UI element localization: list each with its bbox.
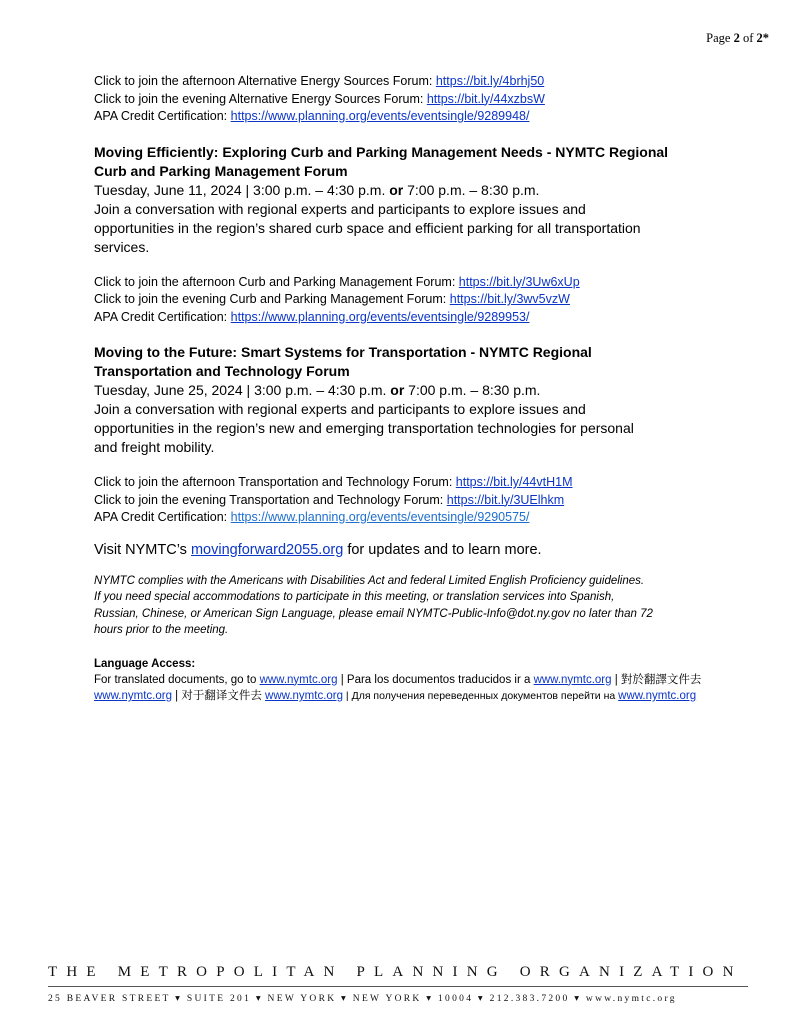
intro-links	[94, 73, 774, 126]
event-link-line: Click to join the afternoon Curb and Parking Management Forum: https://bit.ly/3Uw6xUp	[94, 274, 580, 289]
ada-notice-line: NYMTC complies with the Americans with Disabilities Act and federal Limited English Proficiency guidelines.	[94, 574, 645, 587]
event-link-line: APA Credit Certification: https://www.planning.org/events/eventsingle/9289953/	[94, 309, 530, 324]
language-access-line: www.nymtc.org | 对于翻译文件去 www.nymtc.org | Для получения переведенных документов перейти на www.nymtc.org	[94, 690, 697, 702]
event-description: Join a conversation with regional experts and participants to explore issues and	[94, 200, 586, 217]
page-number: Page 2 of 2*	[706, 31, 769, 45]
event-title: Moving Efficiently: Exploring Curb and Parking Management Needs - NYMTC Regional	[94, 143, 669, 160]
afternoon-curb-forum-link[interactable]: https://bit.ly/3Uw6xUp	[458, 274, 580, 289]
event-title: Moving to the Future: Smart Systems for Transportation - NYMTC Regional	[94, 344, 592, 360]
footer-organization-title: THE METROPOLITAN PLANNING ORGANIZATION	[48, 964, 743, 980]
document-body	[94, 73, 774, 705]
nymtc-link[interactable]: www.nymtc.org	[259, 673, 338, 686]
event-description: and freight mobility.	[94, 439, 215, 455]
event-title: Transportation and Technology Forum	[94, 363, 350, 379]
ada-notice-line: hours prior to the meeting.	[94, 624, 229, 636]
afternoon-tech-forum-link[interactable]: https://bit.ly/44vtH1M	[455, 475, 573, 489]
event-description: Join a conversation with regional experts and participants to explore issues and	[94, 401, 586, 417]
ada-notice-line: Russian, Chinese, or American Sign Language, please email NYMTC-Public-Info@dot.ny.gov no later than 72	[94, 607, 653, 620]
event-curb-parking	[94, 143, 774, 327]
movingforward-link[interactable]: movingforward2055.org	[190, 541, 344, 558]
intro-link-line: APA Credit Certification: https://www.planning.org/events/eventsingle/9289948/	[94, 109, 530, 123]
footer-address: 25 BEAVER STREET ▾ SUITE 201 ▾ NEW YORK ▾ NEW YORK ▾ 10004 ▾ 212.383.7200 ▾ www.nymtc.org	[48, 994, 677, 1004]
event-link-line: Click to join the afternoon Transportation and Technology Forum: https://bit.ly/44vtH1M	[94, 475, 573, 489]
event-date: Tuesday, June 25, 2024 | 3:00 p.m. – 4:30 p.m. or 7:00 p.m. – 8:30 p.m.	[94, 382, 541, 398]
nymtc-link[interactable]: www.nymtc.org	[265, 690, 344, 702]
event-link-line: APA Credit Certification: https://www.planning.org/events/eventsingle/9290575/	[94, 510, 530, 524]
event-description: opportunities in the region’s new and emerging transportation technologies for personal	[94, 420, 634, 436]
visit-line: Visit NYMTC’s movingforward2055.org for updates and to learn more.	[94, 541, 542, 558]
event-link-line: Click to join the evening Transportation and Technology Forum: https://bit.ly/3UElhkm	[94, 492, 565, 507]
ada-notice	[94, 573, 774, 639]
intro-link-line: Click to join the evening Alternative Energy Sources Forum: https://bit.ly/44xzbsW	[94, 91, 545, 106]
evening-curb-forum-link[interactable]: https://bit.ly/3wv5vzW	[449, 292, 570, 306]
event-description: services.	[94, 238, 150, 255]
event-title: Curb and Parking Management Forum	[94, 162, 348, 179]
apa-credit-link[interactable]: https://www.planning.org/events/eventsingle/9290575/	[230, 510, 530, 524]
evening-tech-forum-link[interactable]: https://bit.ly/3UElhkm	[446, 492, 565, 507]
event-link-line: Click to join the evening Curb and Parking Management Forum: https://bit.ly/3wv5vzW	[94, 292, 570, 306]
event-smart-systems	[94, 343, 774, 527]
nymtc-link[interactable]: www.nymtc.org	[618, 690, 697, 702]
intro-link-line: Click to join the afternoon Alternative Energy Sources Forum: https://bit.ly/4brhj50	[94, 74, 545, 88]
language-access	[94, 656, 774, 705]
event-date: Tuesday, June 11, 2024 | 3:00 p.m. – 4:30 p.m. or 7:00 p.m. – 8:30 p.m.	[94, 181, 540, 198]
apa-credit-link[interactable]: https://www.planning.org/events/eventsingle/9289948/	[230, 109, 530, 123]
afternoon-energy-forum-link[interactable]: https://bit.ly/4brhj50	[435, 74, 545, 88]
event-description: opportunities in the region’s shared curb space and efficient parking for all transportation	[94, 219, 641, 236]
nymtc-link[interactable]: www.nymtc.org	[94, 690, 172, 702]
nymtc-link[interactable]: www.nymtc.org	[533, 673, 612, 686]
footer-divider	[48, 986, 748, 987]
language-access-line: For translated documents, go to www.nymtc.org | Para los documentos traducidos ir a www.nymtc.org | 對於翻譯文件去	[94, 673, 702, 686]
apa-credit-link[interactable]: https://www.planning.org/events/eventsingle/9289953/	[230, 309, 530, 324]
ada-notice-line: If you need special accommodations to participate in this meeting, or translation services into Spanish,	[94, 591, 615, 603]
language-access-title: Language Access:	[94, 657, 196, 670]
evening-energy-forum-link[interactable]: https://bit.ly/44xzbsW	[426, 91, 545, 106]
